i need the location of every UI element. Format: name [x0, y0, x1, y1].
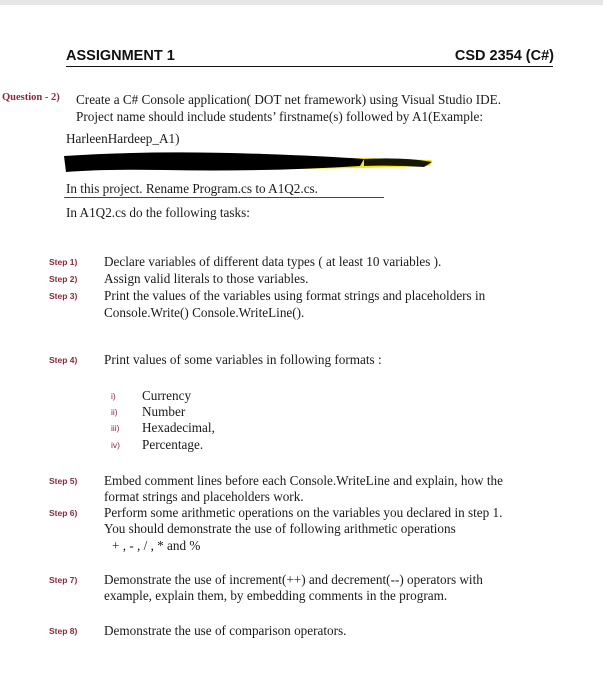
assignment-title: ASSIGNMENT 1 [66, 48, 175, 64]
step-3-text: Print the values of the variables using format strings and placeholders in [104, 288, 486, 303]
redaction-mark [64, 150, 434, 174]
step-6-text: Perform some arithmetic operations on the variables you declared in step 1. [104, 505, 503, 520]
divider [64, 197, 384, 198]
step-5-text: Embed comment lines before each Console.WriteLine and explain, how the [104, 473, 503, 488]
step-1-label: Step 1) [49, 257, 78, 267]
format-3-text: Hexadecimal, [142, 420, 215, 435]
rename-instruction: In this project. Rename Program.cs to A1Q2.cs. [66, 181, 318, 196]
tasks-intro: In A1Q2.cs do the following tasks: [66, 205, 250, 220]
format-4-label: iv) [111, 440, 120, 450]
step-6-label: Step 6) [49, 508, 78, 518]
header-rule [66, 66, 553, 67]
step-7-text: Demonstrate the use of increment(++) and decrement(--) operators with [104, 572, 483, 587]
step-2-text: Assign valid literals to those variables. [104, 271, 309, 286]
question-text-line-1: Create a C# Console application( DOT net framework) using Visual Studio IDE. [76, 92, 502, 107]
format-2-text: Number [142, 404, 186, 419]
step-4-text: Print values of some variables in following formats : [104, 352, 382, 367]
step-3-label: Step 3) [49, 291, 78, 301]
course-code: CSD 2354 (C#) [454, 48, 554, 64]
step-5-label: Step 5) [49, 476, 78, 486]
step-3-text-2: Console.Write() Console.WriteLine(). [104, 305, 305, 320]
format-4-text: Percentage. [142, 437, 204, 452]
step-7-label: Step 7) [49, 575, 78, 585]
step-6-text-3: + , - , / , * and % [112, 538, 201, 553]
step-1-text: Declare variables of different data types ( at least 10 variables ). [104, 254, 442, 269]
step-4-label: Step 4) [49, 355, 78, 365]
step-2-label: Step 2) [49, 274, 78, 284]
question-label: Question - 2) [2, 92, 60, 103]
step-5-text-2: format strings and placeholders work. [104, 489, 304, 504]
format-1-label: i) [111, 391, 116, 401]
question-text-line-2: Project name should include students’ firstname(s) followed by A1(Example: [76, 109, 484, 124]
step-8-text: Demonstrate the use of comparison operators. [104, 623, 347, 638]
format-1-text: Currency [142, 388, 192, 403]
step-8-label: Step 8) [49, 626, 78, 636]
format-3-label: iii) [111, 423, 120, 433]
step-7-text-2: example, explain them, by embedding comments in the program. [104, 588, 448, 603]
step-6-text-2: You should demonstrate the use of following arithmetic operations [104, 521, 456, 536]
top-bar [0, 0, 603, 5]
project-name-example: HarleenHardeep_A1) [66, 131, 180, 146]
format-2-label: ii) [111, 407, 118, 417]
